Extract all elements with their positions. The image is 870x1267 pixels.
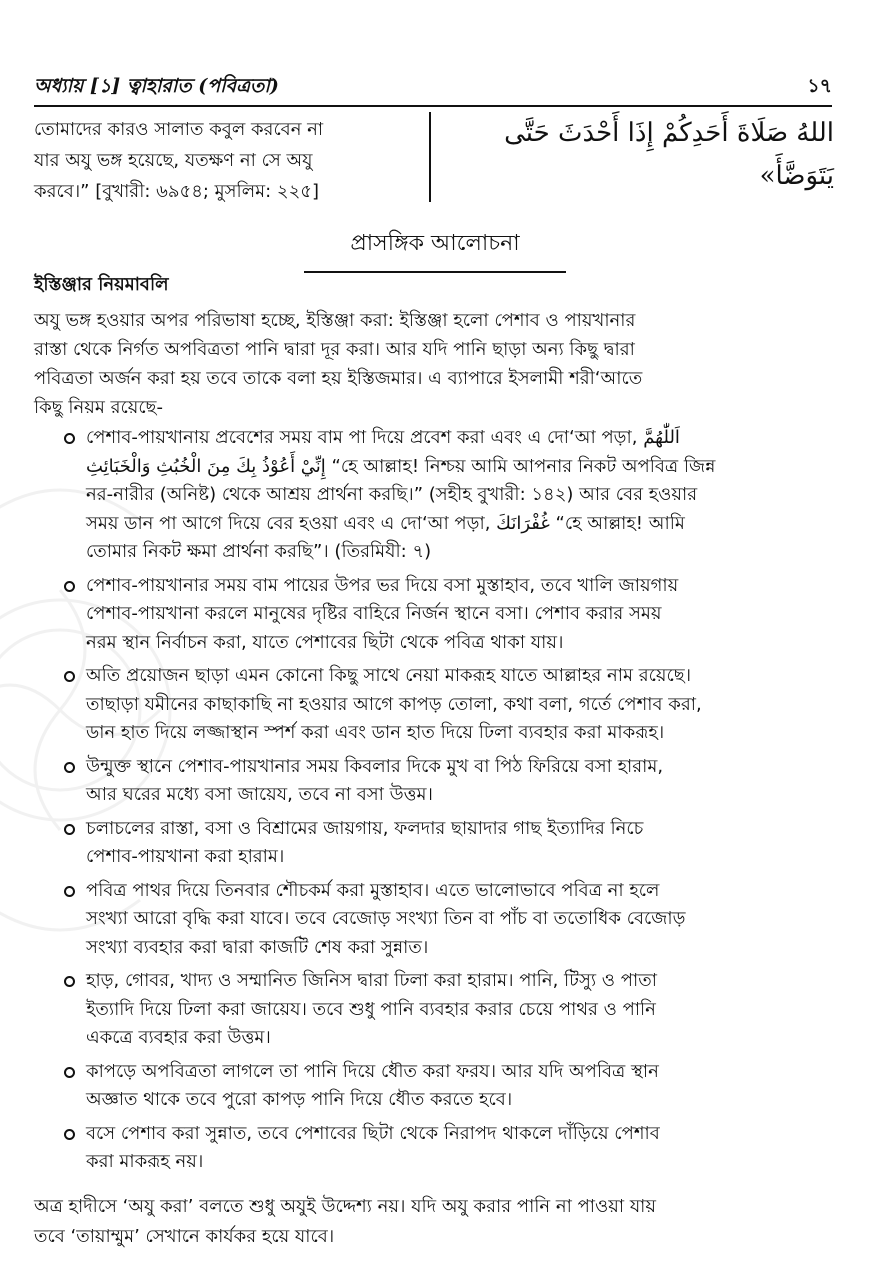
list-item-text: পবিত্র পাথর দিয়ে তিনবার শৌচকর্ম করা মুস্তাহাব। এতে ভালোভাবে পবিত্র না হলে সংখ্যা আরো বৃদ্ধি করা যাবে। তবে বেজোড় সংখ্যা তিন বা পাঁচ বা ততোধিক বেজোড় সংখ্যা ব্যবহার করা দ্বারা কাজটি শেষ করা সুন্নাত। [86, 879, 686, 958]
circle-bullet-icon [64, 824, 75, 835]
list-item [34, 815, 834, 872]
list-item [34, 877, 834, 963]
circle-bullet-icon [64, 1067, 75, 1078]
column-divider [429, 112, 431, 202]
list-item [34, 1120, 834, 1177]
list-item-text: বসে পেশাব করা সুন্নাত, তবে পেশাবের ছিটা থেকে নিরাপদ থাকলে দাঁড়িয়ে পেশাব করা মাকরূহ নয়। [86, 1122, 660, 1172]
sub-heading: ইস্তিঞ্জার নিয়মাবলি [34, 274, 169, 295]
closing-note: অত্র হাদীসে ‘অযু করা’ বলতে শুধু অযুই উদ্দেশ্য নয়। যদি অযু করার পানি না পাওয়া যায় তবে ‘তায়াম্মুম’ সেখানে কার্যকর হয়ে যাবে। [34, 1196, 657, 1247]
rules-list [34, 424, 834, 1182]
list-item-text: চলাচলের রাস্তা, বসা ও বিশ্রামের জায়গায়, ফলদার ছায়াদার গাছ ইত্যাদির নিচে পেশাব-পায়খানা করা হারাম। [86, 817, 644, 867]
list-item-text: উন্মুক্ত স্থানে পেশাব-পায়খানার সময় কিবলার দিকে মুখ বা পিঠ ফিরিয়ে বসা হারাম, আর ঘরের মধ্যে বসা জায়েয, তবে না বসা উত্তম। [86, 755, 664, 805]
list-item [34, 967, 834, 1053]
circle-bullet-icon [64, 886, 75, 897]
circle-bullet-icon [64, 762, 75, 773]
circle-bullet-icon [64, 976, 75, 987]
chapter-title: অধ্যায় [১] ত্বাহারাত (পবিত্রতা) [34, 75, 279, 97]
list-item [34, 662, 834, 748]
list-item-text: পেশাব-পায়খানায় প্রবেশের সময় বাম পা দিয়ে প্রবেশ করা এবং এ দো‘আ পড়া, اَللّٰهُمَّ إِنِّيْ أَعُوْذُ بِكَ مِنَ الْخُبُثِ وَالْخَبَائِثِ “হে আল্লাহ! নিশ্চয় আমি আপনার নিকট অপবিত্র জিন্ন নর-নারীর (অনিষ্ট) থেকে আশ্রয় প্রার্থনা করছি।” (সহীহ বুখারী: ১৪২) আর বের হওয়ার সময় ডান পা আগে দিয়ে বের হওয়া এবং এ দো‘আ পড়া, غُفْرَانَكَ “হে আল্লাহ! আমি তোমার নিকট ক্ষমা প্রার্থনা করছি”। (তিরমিযী: ৭) [86, 427, 716, 562]
list-item-text: হাড়, গোবর, খাদ্য ও সম্মানিত জিনিস দ্বারা ঢিলা করা হারাম। পানি, টিস্যু ও পাতা ইত্যাদি দিয়ে ঢিলা করা জায়েয। তবে শুধু পানি ব্যবহার করার চেয়ে পাথর ও পানি একত্রে ব্যবহার করা উত্তম। [86, 970, 657, 1048]
section-title: প্রাসঙ্গিক আলোচনা [304, 226, 566, 273]
list-item-text: অতি প্রয়োজন ছাড়া এমন কোনো কিছু সাথে নেয়া মাকরূহ যাতে আল্লাহর নাম রয়েছে। তাছাড়া যমীনের কাছাকাছি না হওয়ার আগে কাপড় তোলা, কথা বলা, গর্তে পেশাব করা, ডান হাত দিয়ে লজ্জাস্থান স্পর্শ করা এবং ডান হাত দিয়ে ঢিলা ব্যবহার করা মাকরূহ। [86, 665, 702, 743]
intro-paragraph: অযু ভঙ্গ হওয়ার অপর পরিভাষা হচ্ছে, ইস্তিঞ্জা করা: ইস্তিঞ্জা হলো পেশাব ও পায়খানার রাস্তা থেকে নির্গত অপবিত্রতা পানি দ্বারা দূর করা। আর যদি পানি ছাড়া অন্য কিছু দ্বারা পবিত্রতা অর্জন করা হয় তবে তাকে বলা হয় ইস্তিজমার। এ ব্যাপারে ইসলামী শরী‘আতে কিছু নিয়ম রয়েছে- [34, 310, 643, 418]
list-item-text: কাপড়ে অপবিত্রতা লাগলে তা পানি দিয়ে ধৌত করা ফরয। আর যদি অপবিত্র স্থান অজ্ঞাত থাকে তবে পুরো কাপড় পানি দিয়ে ধৌত করতে হবে। [86, 1060, 659, 1110]
list-item [34, 424, 834, 567]
list-item [34, 572, 834, 658]
list-item [34, 1058, 834, 1115]
circle-bullet-icon [64, 581, 75, 592]
hadith-arabic: اللهُ صَلَاةَ أَحَدِكُمْ إِذَا أَحْدَثَ حَتَّى يَتَوَضَّأَ» [504, 118, 834, 191]
circle-bullet-icon [64, 671, 75, 682]
circle-bullet-icon [64, 433, 75, 444]
list-item-text: পেশাব-পায়খানার সময় বাম পায়ের উপর ভর দিয়ে বসা মুস্তাহাব, তবে খালি জায়গায় পেশাব-পায়খানা করলে মানুষের দৃষ্টির বাহিরে নির্জন স্থানে বসা। পেশাব করার সময় নরম স্থান নির্বাচন করা, যাতে পেশাবের ছিটা থেকে পবিত্র থাকা যায়। [86, 574, 679, 653]
page-header [34, 72, 832, 102]
header-divider [34, 105, 832, 107]
circle-bullet-icon [64, 1129, 75, 1140]
page-number: ১৭ [807, 75, 832, 97]
list-item [34, 753, 834, 810]
hadith-translation: তোমাদের কারও সালাত কবুল করবেন না যার অযু ভঙ্গ হয়েছে, যতক্ষণ না সে অযু করবে।” [বুখারী: ৬৯৫৪; মুসলিম: ২২৫] [34, 119, 324, 202]
